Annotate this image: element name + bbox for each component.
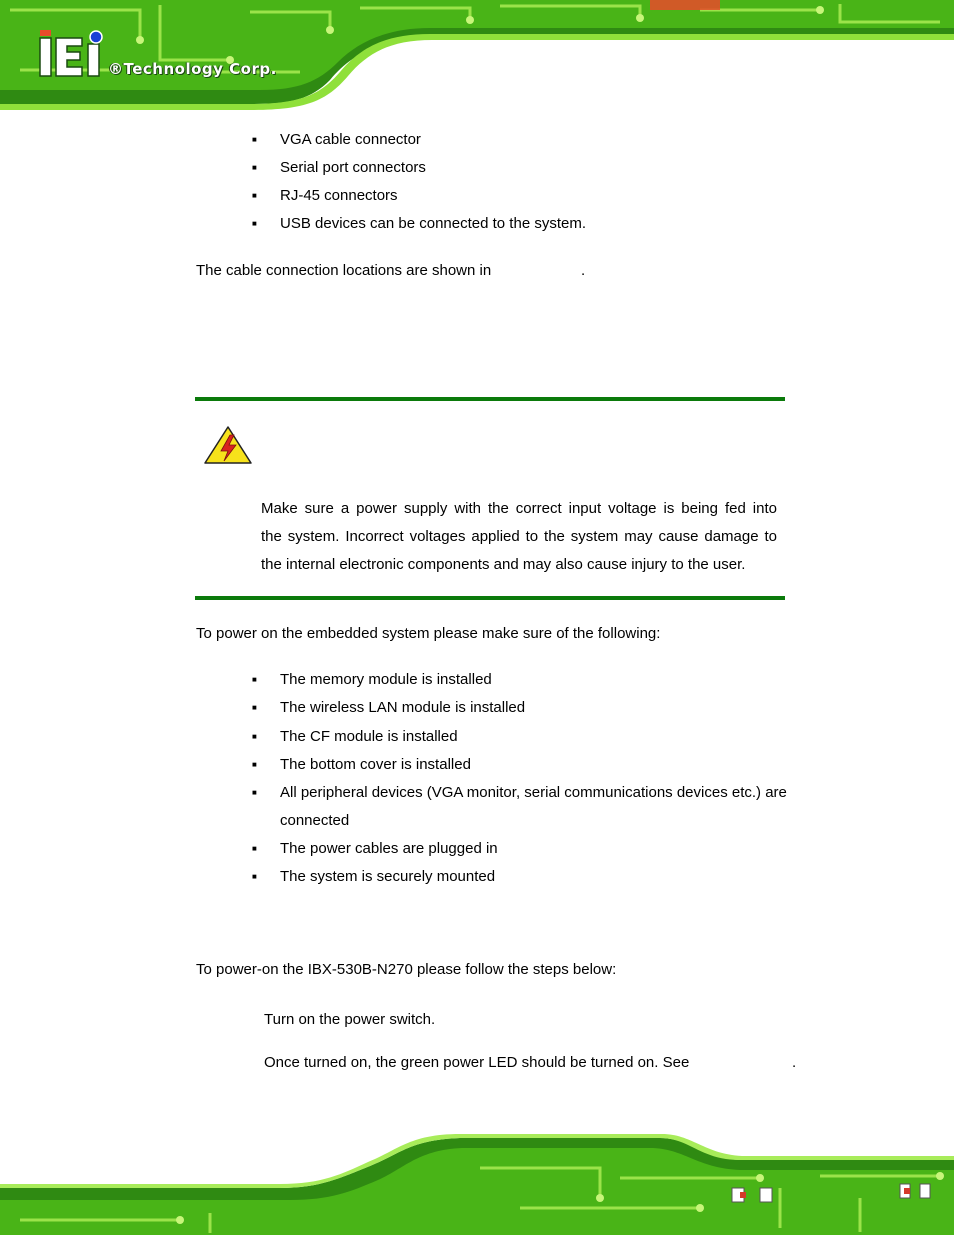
bullet-icon: ■ <box>252 703 257 712</box>
warning-text-line: the internal electronic components and may also cause injury to the user. <box>261 556 746 573</box>
iei-logo-icon <box>38 30 108 83</box>
list-item: The memory module is installed <box>280 671 492 688</box>
header-banner <box>0 0 954 112</box>
step-2-period: . <box>792 1054 797 1071</box>
bullet-icon: ■ <box>252 219 257 228</box>
bullet-icon: ■ <box>252 760 257 769</box>
step-1-text: Turn on the power switch. <box>264 1011 436 1028</box>
bullet-icon: ■ <box>252 675 257 684</box>
logo-text: ®Technology Corp. <box>108 60 277 78</box>
list-item: Serial port connectors <box>280 159 426 176</box>
warning-bottom-rule <box>195 596 785 600</box>
cable-location-period: . <box>581 262 586 279</box>
bullet-icon: ■ <box>252 135 257 144</box>
power-on-intro: To power-on the IBX-530B-N270 please follow the steps below: <box>196 961 617 978</box>
warning-top-rule <box>195 397 785 401</box>
bullet-icon: ■ <box>252 844 257 853</box>
step-2-text: Once turned on, the green power LED should be turned on. See <box>264 1054 690 1071</box>
list-item: All peripheral devices (VGA monitor, serial communications devices etc.) are <box>280 784 787 801</box>
list-item: The system is securely mounted <box>280 868 496 885</box>
bullet-icon: ■ <box>252 872 257 881</box>
list-item: RJ-45 connectors <box>280 187 398 204</box>
list-item-continuation: connected <box>280 812 350 829</box>
list-item: The CF module is installed <box>280 728 458 745</box>
warning-text-line: the system. Incorrect voltages applied to the system may cause damage to <box>261 528 777 545</box>
bullet-icon: ■ <box>252 163 257 172</box>
circuit-board-banner <box>0 0 954 112</box>
list-item: The wireless LAN module is installed <box>280 699 526 716</box>
list-item: The bottom cover is installed <box>280 756 471 773</box>
warning-text-line: Make sure a power supply with the correct input voltage is being fed into <box>261 500 777 517</box>
list-item: The power cables are plugged in <box>280 840 498 857</box>
list-item: VGA cable connector <box>280 131 421 148</box>
list-item: USB devices can be connected to the system. <box>280 215 586 232</box>
power-checklist-intro: To power on the embedded system please make sure of the following: <box>196 625 661 642</box>
bullet-icon: ■ <box>252 788 257 797</box>
warning-icon <box>203 425 253 470</box>
bullet-icon: ■ <box>252 191 257 200</box>
circuit-board-footer <box>0 1128 954 1235</box>
cable-location-text: The cable connection locations are shown in <box>196 262 492 279</box>
bullet-icon: ■ <box>252 732 257 741</box>
footer-banner <box>0 1128 954 1235</box>
